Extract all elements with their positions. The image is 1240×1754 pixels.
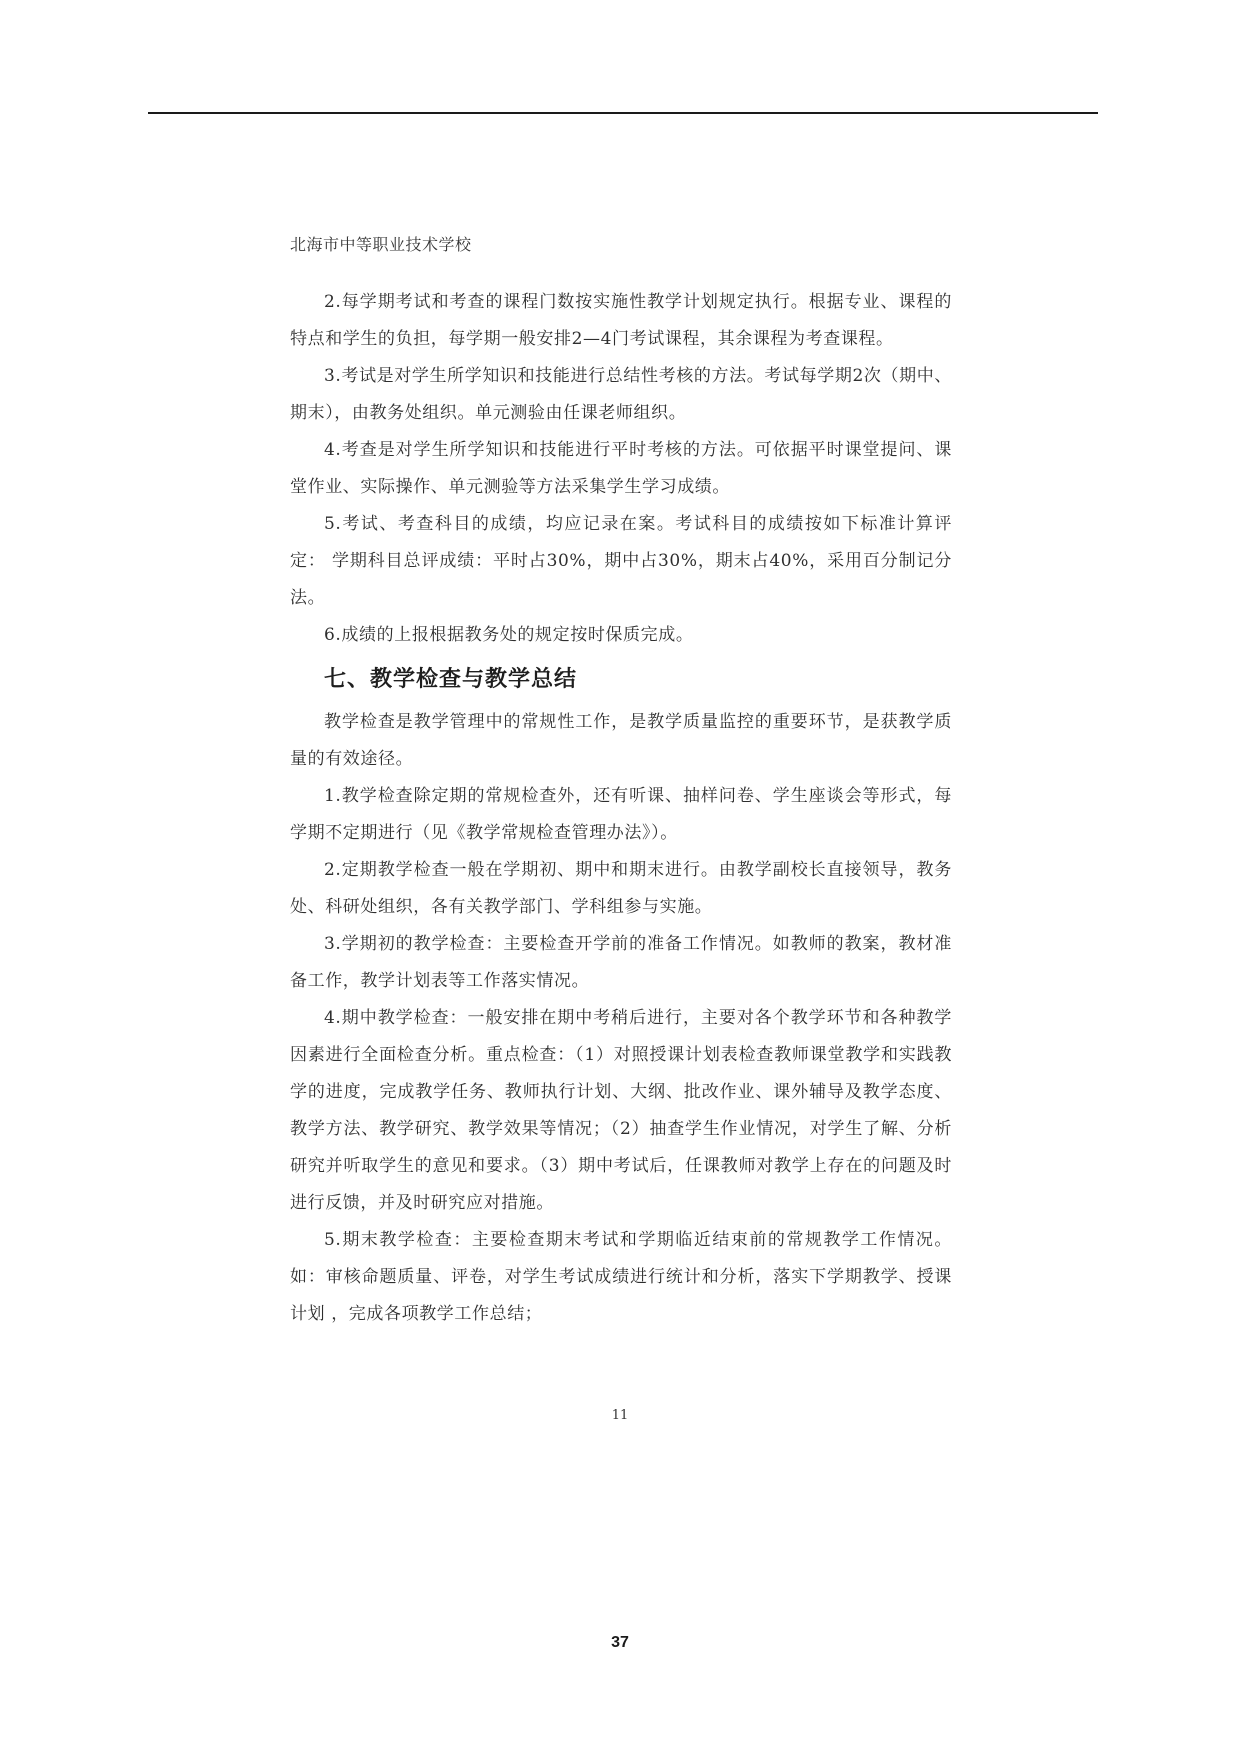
section-heading: 七、教学检查与教学总结 xyxy=(324,667,578,692)
inner-page-number: 11 xyxy=(611,1408,629,1423)
paragraph-final-inspection: 5.期末教学检查：主要检查期末考试和学期临近结束前的常规教学工作情况。如：审核命题质量、评卷，对学生考试成绩进行统计和分析，落实下学期教学、授课计划 ，完成各项教学工作总结； xyxy=(290,1230,952,1324)
paragraph-midterm-inspection: 4.期中教学检查：一般安排在期中考稍后进行，主要对各个教学环节和各种教学因素进行全面检查分析。重点检查：（1）对照授课计划表检查教师课堂教学和实践教学的进度，完成教学任务、教师执行计划、大纲、批改作业、课外辅导及教学态度、教学方法、教学研究、教学效果等情况；（2）抽查学生作业情况，对学生了解、分析研究并听取学生的意见和要求。（3）期中考试后，任课教师对教学上存在的问题及时进行反馈，并及时研究应对措施。 xyxy=(290,1008,952,1213)
paragraph-inspection-forms: 1.教学检查除定期的常规检查外，还有听课、抽样问卷、学生座谈会等形式，每学期不定期进行（见《教学常规检查管理办法》）。 xyxy=(290,786,952,843)
school-name-header: 北海市中等职业技术学校 xyxy=(290,235,472,254)
page-number: 37 xyxy=(611,1634,629,1651)
paragraph-exam-definition: 3.考试是对学生所学知识和技能进行总结性考核的方法。考试每学期2次（期中、期末），由教务处组织。单元测验由任课老师组织。 xyxy=(290,366,952,423)
paragraph-assessment-definition: 4.考查是对学生所学知识和技能进行平时考核的方法。可依据平时课堂提问、课堂作业、实际操作、单元测验等方法采集学生学习成绩。 xyxy=(290,440,952,497)
document-body xyxy=(290,284,952,1333)
paragraph-grade-reporting: 6.成绩的上报根据教务处的规定按时保质完成。 xyxy=(324,625,694,645)
paragraph-exam-course-count: 2.每学期考试和考查的课程门数按实施性教学计划规定执行。根据专业、课程的特点和学生的负担，每学期一般安排2—4门考试课程，其余课程为考查课程。 xyxy=(290,292,952,349)
header-rule xyxy=(148,112,1098,114)
paragraph-term-start-inspection: 3.学期初的教学检查：主要检查开学前的准备工作情况。如教师的教案，教材准备工作，教学计划表等工作落实情况。 xyxy=(290,934,952,991)
paragraph-inspection-intro: 教学检查是教学管理中的常规性工作，是教学质量监控的重要环节，是获教学质量的有效途径。 xyxy=(290,712,952,769)
paragraph-periodic-inspection: 2.定期教学检查一般在学期初、期中和期末进行。由教学副校长直接领导，教务处、科研处组织，各有关教学部门、学科组参与实施。 xyxy=(290,860,952,917)
paragraph-grade-calculation: 5.考试、考查科目的成绩，均应记录在案。考试科目的成绩按如下标准计算评定： 学期科目总评成绩：平时占30%，期中占30%，期末占40%，采用百分制记分法。 xyxy=(290,514,952,608)
